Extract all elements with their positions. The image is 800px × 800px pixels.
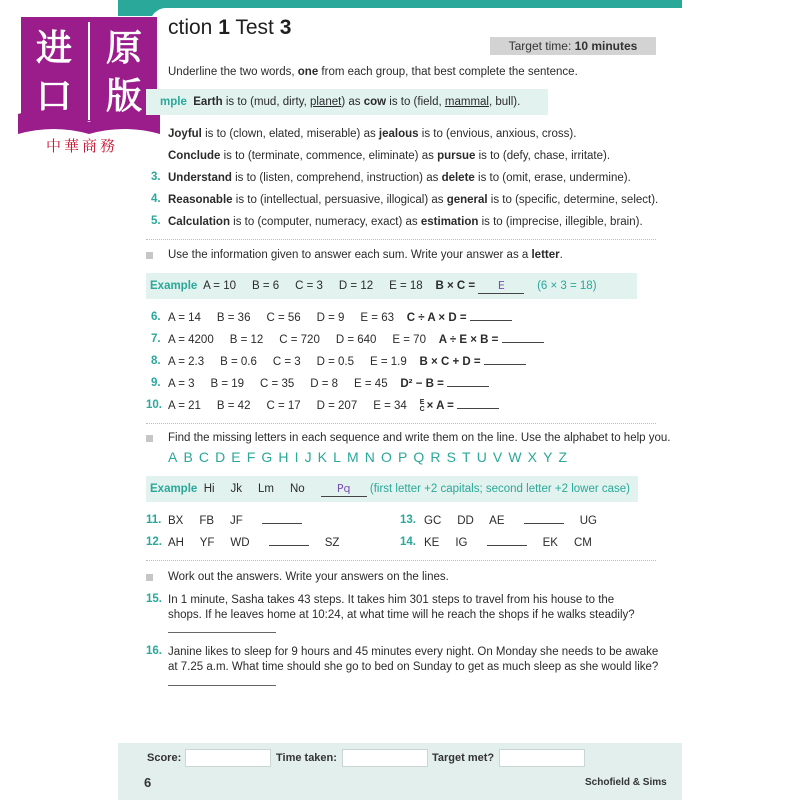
question-number: 12. [146,536,162,548]
time-taken-field[interactable] [342,749,428,767]
badge-char-2: 原 [105,28,143,69]
sequences-item-13: GC DD AE UG [424,515,597,527]
answer-blank[interactable] [502,333,544,343]
problems-instruction: Work out the answers. Write your answers on the lines. [168,571,449,583]
question-number: 11. [146,514,162,526]
question-number: 8. [151,355,161,367]
words-instruction: Underline the two words, one from each group, that best complete the sentence. [168,66,578,78]
sums-item-8: A = 2.3 B = 0.6 C = 3 D = 0.5 E = 1.9 B × C + D = [168,355,526,369]
question-number: 6. [151,311,161,323]
sums-item-6: A = 14 B = 36 C = 56 D = 9 E = 63 C ÷ A × D = [168,311,512,325]
question-number: 5. [151,215,161,227]
sums-item-9: A = 3 B = 19 C = 35 D = 8 E = 45 D² − B = [168,377,489,391]
badge-char-3: 口 [35,76,73,117]
problem-16-line1: Janine likes to sleep for 9 hours and 45 minutes every night. On Monday she needs to be awake [168,646,659,658]
import-badge-icon [16,16,162,134]
answer-line[interactable] [168,632,276,633]
section-divider [146,239,656,240]
words-item-5: Calculation is to (computer, numeracy, exact) as estimation is to (imprecise, illegible, brain). [168,216,643,228]
page-title: ction 1 Test 3 [168,16,292,39]
answer-line[interactable] [168,685,276,686]
words-item-4: Reasonable is to (intellectual, persuasive, illogical) as general is to (specific, determine, select). [168,194,659,206]
problem-15-line1: In 1 minute, Sasha takes 43 steps. It takes him 301 steps to travel from his house to the [168,594,615,606]
score-label: Score: [147,752,182,764]
answer-blank[interactable] [447,377,489,387]
sequences-item-12: AH YF WD SZ [168,537,340,549]
bullet-square-icon [146,435,153,442]
sums-example: Example A = 10 B = 6 C = 3 D = 12 E = 18 B × C = E (6 × 3 = 18) [150,279,597,292]
fraction-e-over-c: E C [419,399,425,413]
question-number: 15. [146,593,162,605]
alphabet-strip: ABCDEFGHIJKLMNOPQRSTUVWXYZ [168,449,574,465]
words-item-2: Conclude is to (terminate, commence, eliminate) as pursue is to (defy, chase, irritate). [168,150,611,162]
sums-item-10: A = 21 B = 42 C = 17 D = 207 E = 34 E C × A = [168,399,499,413]
answer-blank[interactable] [262,514,302,524]
question-number: 16. [146,645,162,657]
answer-blank[interactable] [269,536,309,546]
question-number: 4. [151,193,161,205]
publisher-name: Schofield & Sims [585,777,667,788]
target-time-badge: Target time: 10 minutes [490,37,656,55]
problem-16-line2: at 7.25 a.m. What time should she go to bed on Sunday to get as much sleep as she would like? [168,661,659,673]
badge-subtitle: 中華商務 [46,137,119,155]
score-field[interactable] [185,749,271,767]
target-met-field[interactable] [499,749,585,767]
section-divider [146,423,656,424]
words-item-3: Understand is to (listen, comprehend, instruction) as delete is to (omit, erase, undermine). [168,172,631,184]
section-divider [146,560,656,561]
question-number: 9. [151,377,161,389]
answer-blank[interactable] [484,355,526,365]
answer-blank[interactable] [524,514,564,524]
sequences-instruction: Find the missing letters in each sequence and write them on the line. Use the alphabet to help you. [168,432,671,444]
sequences-item-14: KE IG EK CM [424,537,592,549]
words-example: mple Earth is to (mud, dirty, planet) as cow is to (field, mammal, bull). [160,96,521,108]
question-number: 3. [151,171,161,183]
bullet-square-icon [146,574,153,581]
question-number: 13. [400,514,416,526]
question-number: 14. [400,536,416,548]
time-taken-label: Time taken: [276,752,337,764]
badge-char-4: 版 [105,76,143,117]
bullet-square-icon [146,252,153,259]
sequences-example-answer: Pq [321,482,367,497]
answer-blank[interactable] [457,399,499,409]
sums-example-answer: E [478,279,524,294]
sequences-item-11: BX FB JF [168,514,302,528]
problem-15-line2: shops. If he leaves home at 10:24, at what time will he reach the shops if he walks steadily? [168,609,635,621]
answer-blank[interactable] [470,311,512,321]
target-met-label: Target met? [432,752,495,764]
sequences-example: Example Hi Jk Lm No Pq (first letter +2 capitals; second letter +2 lower case) [150,482,631,495]
badge-char-1: 进 [35,28,73,69]
sums-instruction: Use the information given to answer each sum. Write your answer as a letter. [168,249,563,261]
question-number: 7. [151,333,161,345]
question-number: 10. [146,399,162,411]
page-number: 6 [144,775,152,790]
sums-item-7: A = 4200 B = 12 C = 720 D = 640 E = 70 A ÷ E × B = [168,333,544,347]
words-item-1: Joyful is to (clown, elated, miserable) as jealous is to (envious, anxious, cross). [168,128,577,140]
answer-blank[interactable] [487,536,527,546]
